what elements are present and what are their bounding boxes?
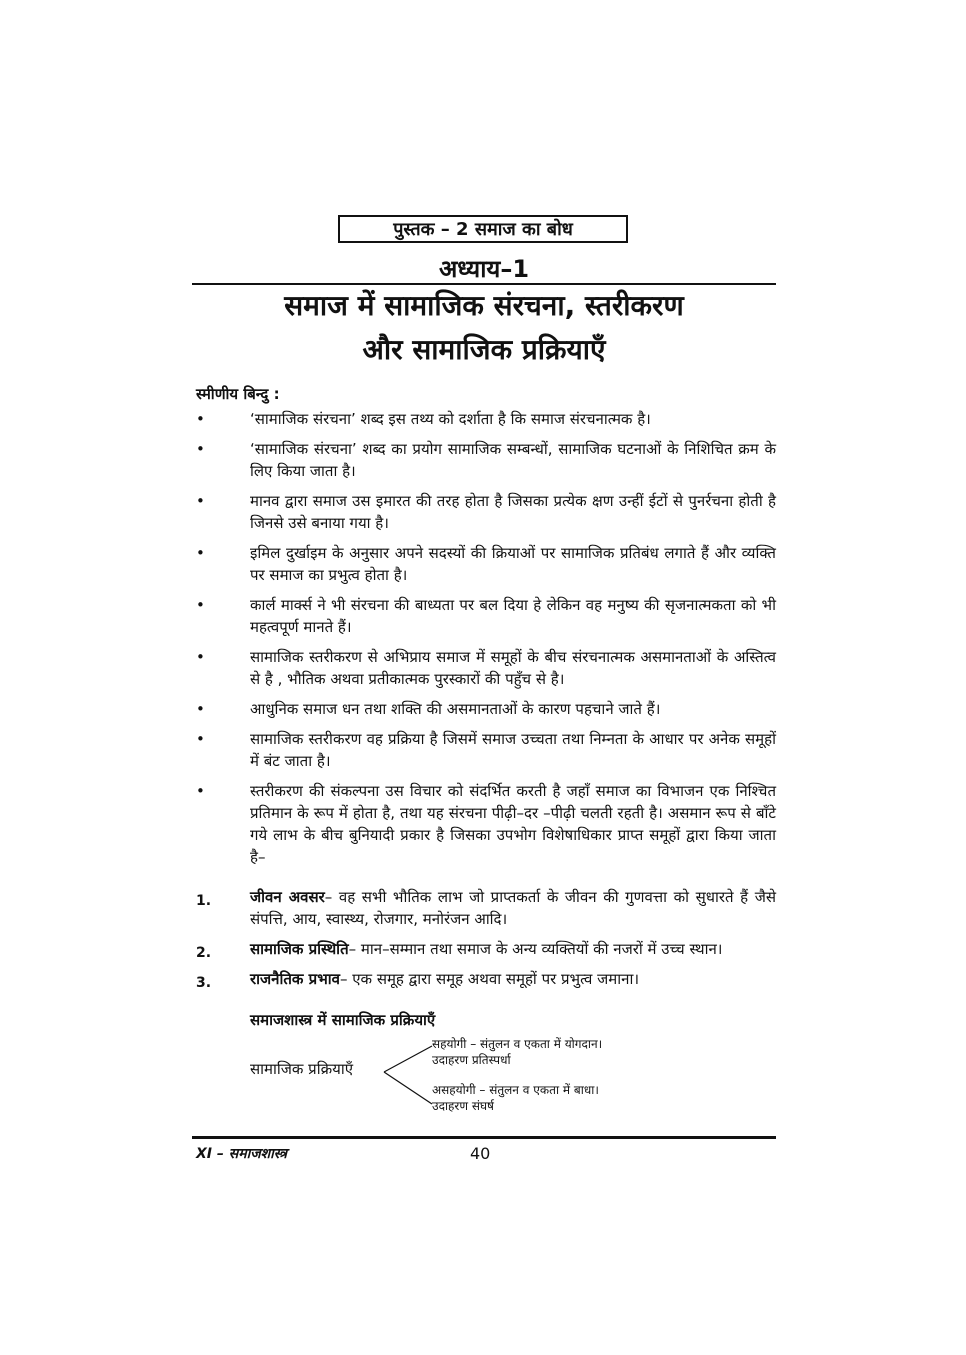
chapter-heading: अध्याय–1 xyxy=(438,255,530,283)
list-item: • कार्ल मार्क्स ने भी संरचना की बाध्यता पर बल दिया हे लेकिन वह मनुष्य की सृजनात्मकता को भी महत्वपूर्ण मानते हैं। xyxy=(196,596,776,636)
bullet-icon: • xyxy=(196,596,205,614)
branch-bottom-line-2: उदाहरण संघर्ष xyxy=(432,1099,494,1113)
item-term: सामाजिक प्रस्थिति xyxy=(250,940,349,958)
bullet-icon: • xyxy=(196,648,205,666)
bullet-icon: • xyxy=(196,440,205,458)
bullet-icon: • xyxy=(196,730,205,748)
page-title-line-2: और सामाजिक प्रक्रियाएँ xyxy=(362,333,606,366)
diagram-branch-top xyxy=(432,1036,602,1068)
list-item: • सामाजिक स्तरीकरण वह प्रक्रिया है जिसमें समाज उच्चता तथा निम्नता के आधार पर अनेक समूहों में बंट जाता है। xyxy=(196,730,776,770)
item-term: जीवन अवसर xyxy=(250,888,325,906)
branch-top-line-1: सहयोगी – संतुलन व एकता में योगदान। xyxy=(432,1037,603,1051)
bullet-icon: • xyxy=(196,782,205,800)
diagram-branch-bottom xyxy=(432,1082,599,1114)
bullet-list xyxy=(196,408,776,876)
page-title-line-1: समाज में सामाजिक संरचना, स्तरीकरण xyxy=(284,289,684,322)
diagram-fork-lines xyxy=(380,1040,436,1112)
item-term: राजनैतिक प्रभाव xyxy=(250,970,340,988)
item-number: 2. xyxy=(196,945,212,961)
footer-course-label: XI – समाजशास्त्र xyxy=(196,1146,287,1162)
diagram-root-label: सामाजिक प्रक्रियाएँ xyxy=(250,1060,354,1078)
book-label: पुस्तक – 2 समाज का बोध xyxy=(393,219,573,240)
item-number: 3. xyxy=(196,975,212,991)
item-text: – वह सभी भौतिक लाभ जो प्राप्तकर्ता के जीवन की गुणवत्ता को सुधारते हैं जैसे संपत्ति, आय, स्वास्थ्य, रोजगार, मनोरंजन आदि। xyxy=(250,888,776,928)
bullet-icon: • xyxy=(196,410,205,428)
title-rule xyxy=(192,283,776,285)
list-item: • स्तरीकरण की संकल्पना उस विचार को संदर्भित करती है जहाँ समाज का विभाजन एक निश्चित प्रतिमान के रूप में होता है, तथा यह संरचना पीढ़ी–दर –पीढ़ी चलती रहती है। असमान रूप से बाँटे गये लाभ के बीच बुनियादी प्रकार है जिसका उपभोग विशेषाधिकार प्राप्त समूहों द्वारा किया जाता है– xyxy=(196,782,776,866)
list-item: • सामाजिक स्तरीकरण से अभिप्राय समाज में समूहों के बीच संरचनात्मक असमानताओं के अस्तित्व से है , भौतिक अथवा प्रतीकात्मक पुरस्कारों की पहुँच से है। xyxy=(196,648,776,688)
list-item: • मानव द्वारा समाज उस इमारत की तरह होता है जिसका प्रत्येक क्षण उन्हीं ईटों से पुनर्रचना होती है जिनसे उसे बनाया गया है। xyxy=(196,492,776,532)
book-label-box xyxy=(338,215,628,243)
numbered-item xyxy=(196,938,776,960)
footer-rule xyxy=(192,1136,776,1139)
bullet-icon: • xyxy=(196,544,205,562)
item-text: – एक समूह द्वारा समूह अथवा समूहों पर प्रभुत्व जमाना। xyxy=(339,970,640,988)
section-subheading: समाजशास्त्र में सामाजिक प्रक्रियाएँ xyxy=(250,1011,436,1029)
item-number: 1. xyxy=(196,893,212,909)
page-number: 40 xyxy=(470,1144,491,1163)
numbered-item xyxy=(196,886,776,930)
list-item: • ‘सामाजिक संरचना’ शब्द इस तथ्य को दर्शाता है कि समाज संरचनात्मक है। xyxy=(196,410,651,428)
item-text: – मान–सम्मान तथा समाज के अन्य व्यक्तियों की नजरों में उच्च स्थान। xyxy=(348,940,723,958)
list-item: • आधुनिक समाज धन तथा शक्ति की असमानताओं के कारण पहचाने जाते हैं। xyxy=(196,700,661,718)
numbered-list xyxy=(196,886,776,998)
list-item: • ‘सामाजिक संरचना’ शब्द का प्रयोग सामाजिक सम्बन्धों, सामाजिक घटनाओं के निशिचित क्रम के लिए किया जाता है। xyxy=(196,440,776,480)
keypoints-heading: स्मीणीय बिन्दु : xyxy=(196,385,280,403)
branch-top-line-2: उदाहरण प्रतिस्पर्धा xyxy=(432,1053,511,1067)
list-item: • इमिल दुर्खाइम के अनुसार अपने सदस्यों की क्रियाओं पर सामाजिक प्रतिबंध लगाते हैं और व्यक्ति पर समाज का प्रभुत्व होता है। xyxy=(196,544,776,584)
bullet-icon: • xyxy=(196,700,205,718)
branch-bottom-line-1: असहयोगी – संतुलन व एकता में बाधा। xyxy=(432,1083,599,1097)
numbered-item xyxy=(196,968,776,990)
bullet-icon: • xyxy=(196,492,205,510)
